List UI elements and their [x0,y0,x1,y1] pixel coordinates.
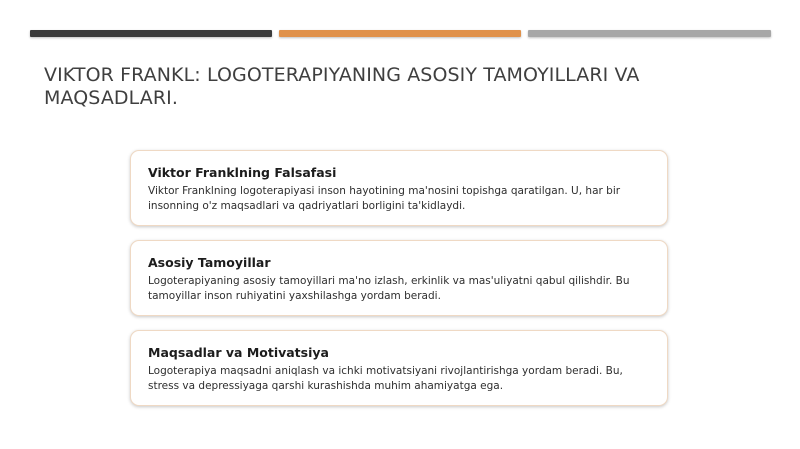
content-card-philosophy [130,150,668,226]
content-card-goals [130,330,668,406]
card-text: Viktor Franklning logoterapiyasi inson hayotining ma'nosini topishga qaratilgan. U, har bir insonning o'z maqsadlari va qadriyatlari borligini ta'kidlaydi. [148,185,621,212]
accent-bar-gray [528,30,771,37]
card-heading: Viktor Franklning Falsafasi [148,165,337,180]
card-heading: Asosiy Tamoyillar [148,255,271,270]
card-text: Logoterapiya maqsadni aniqlash va ichki motivatsiyani rivojlantirishga yordam beradi. Bu, stress va depressiyaga qarshi kurashishda muhim ahamiyatga ega. [148,365,623,392]
content-card-principles [130,240,668,316]
slide-title: VIKTOR FRANKL: LOGOTERAPIYANING ASOSIY TAMOYILLARI VA MAQSADLARI. [44,64,640,109]
card-heading: Maqsadlar va Motivatsiya [148,345,329,360]
accent-bar-orange [279,30,521,37]
card-text: Logoterapiyaning asosiy tamoyillari ma'no izlash, erkinlik va mas'uliyatni qabul qilishdir. Bu tamoyillar inson ruhiyatini yaxshilashga yordam beradi. [148,275,630,302]
accent-bar-dark [30,30,272,37]
